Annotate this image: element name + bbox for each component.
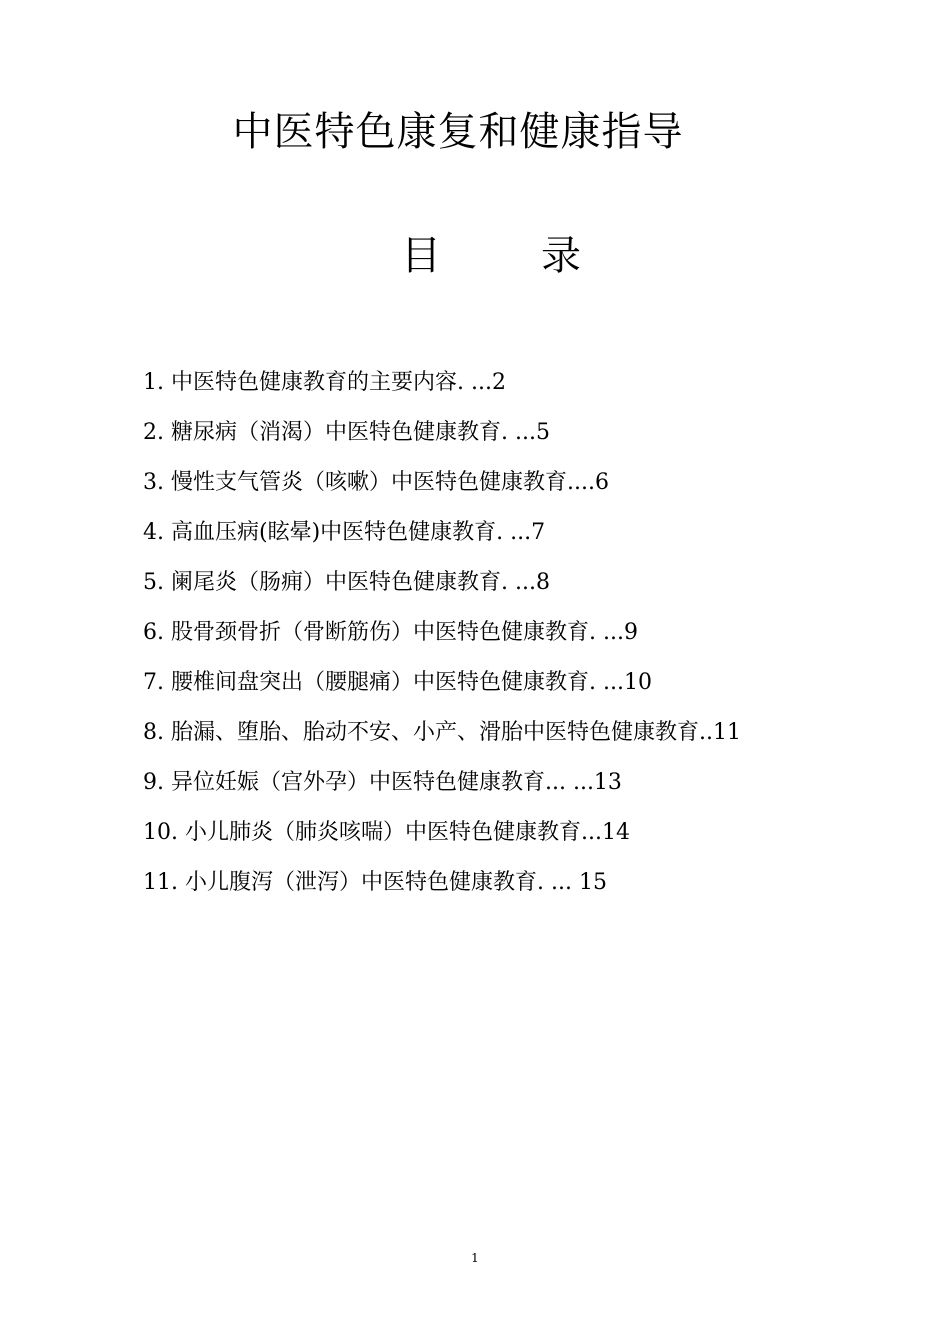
toc-item[interactable]: 4. 高血压病(眩晕)中医特色健康教育. ...7	[143, 520, 546, 545]
toc-item[interactable]: 6. 股骨颈骨折（骨断筋伤）中医特色健康教育. ...9	[143, 620, 638, 645]
toc-item[interactable]: 10. 小儿肺炎（肺炎咳喘）中医特色健康教育...14	[143, 820, 630, 845]
page-number: 1	[471, 1251, 479, 1265]
toc-item[interactable]: 3. 慢性支气管炎（咳嗽）中医特色健康教育....6	[143, 470, 609, 495]
toc-heading-right: 录	[541, 233, 581, 279]
toc-item[interactable]: 2. 糖尿病（消渴）中医特色健康教育. ...5	[143, 420, 550, 445]
toc-item[interactable]: 7. 腰椎间盘突出（腰腿痛）中医特色健康教育. ...10	[143, 670, 652, 695]
toc-item[interactable]: 11. 小儿腹泻（泄泻）中医特色健康教育. ... 15	[143, 870, 607, 895]
toc-heading-left: 目	[401, 233, 441, 279]
toc-item[interactable]: 8. 胎漏、堕胎、胎动不安、小产、滑胎中医特色健康教育..11	[143, 720, 741, 745]
toc-heading	[0, 228, 950, 284]
toc-item[interactable]: 9. 异位妊娠（宫外孕）中医特色健康教育... ...13	[143, 770, 622, 795]
toc-item[interactable]: 5. 阑尾炎（肠痈）中医特色健康教育. ...8	[143, 570, 550, 595]
toc-item[interactable]: 1. 中医特色健康教育的主要内容. ...2	[143, 370, 506, 395]
document-title: 中医特色康复和健康指导	[232, 109, 684, 155]
table-of-contents	[143, 364, 863, 914]
